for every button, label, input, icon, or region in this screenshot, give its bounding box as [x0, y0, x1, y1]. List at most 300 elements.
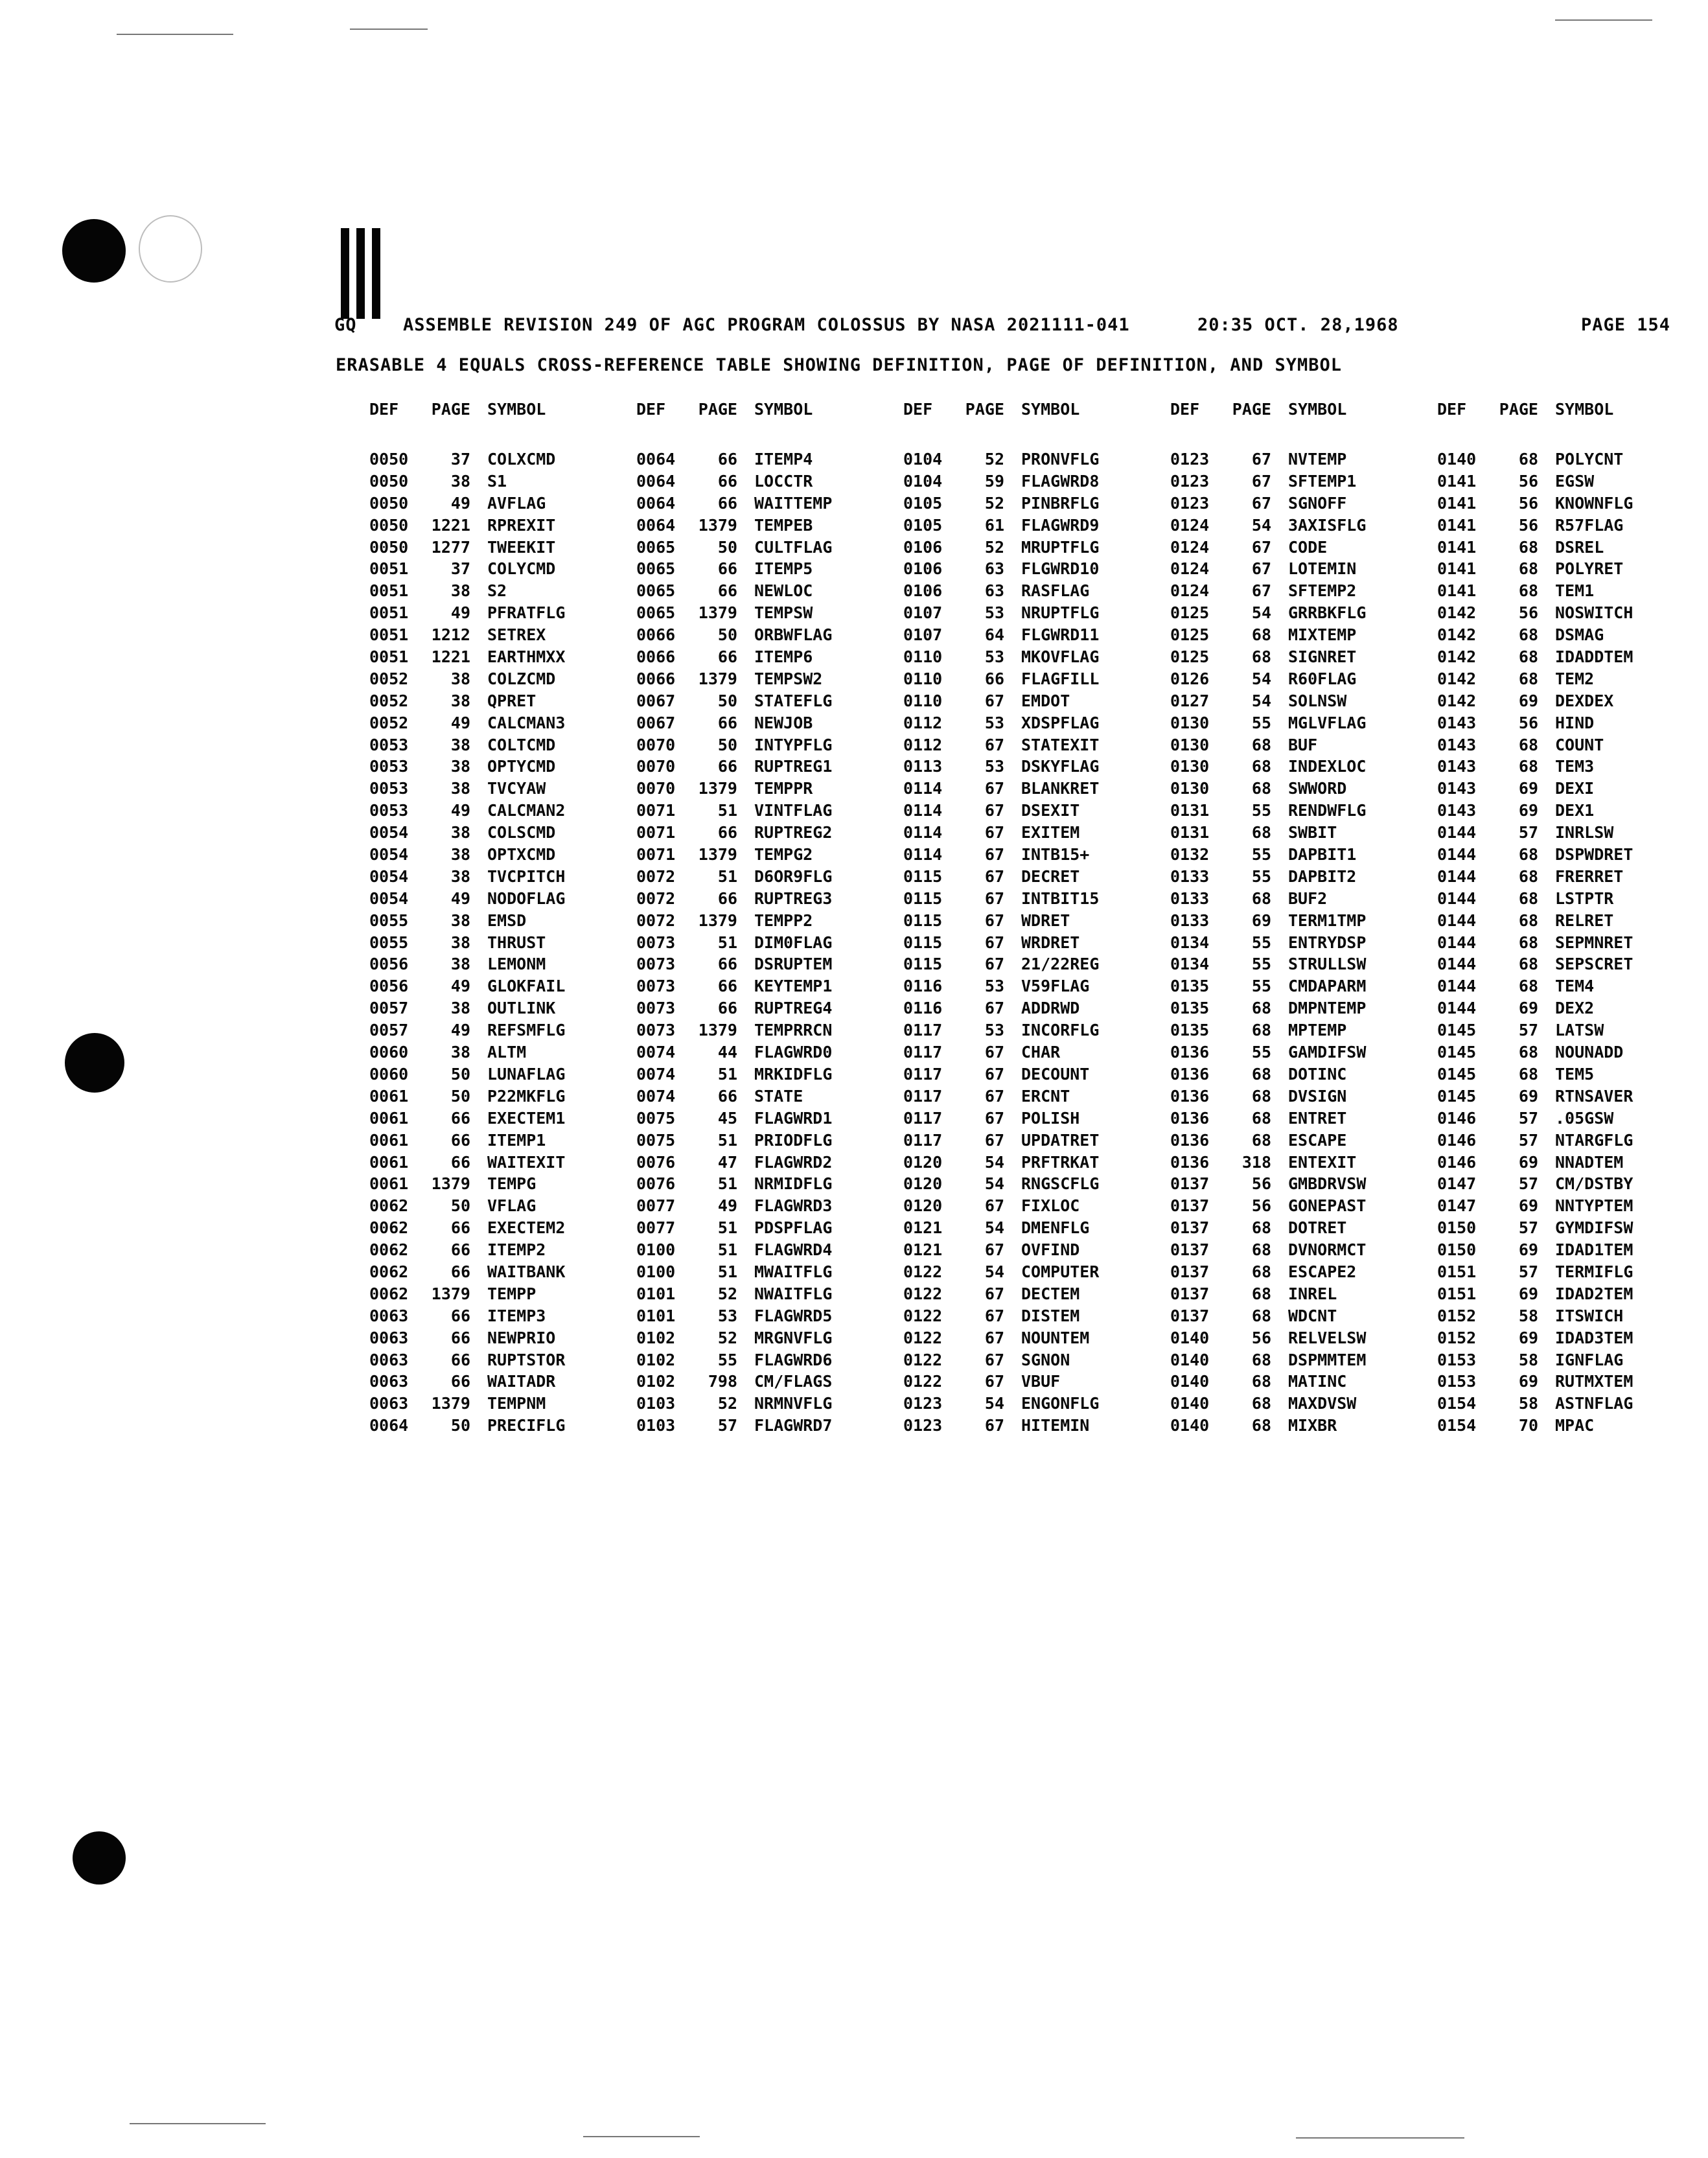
symbol-cell: FLAGWRD0	[754, 1043, 833, 1062]
def-cell: 0071	[636, 801, 676, 820]
def-cell: 0135	[1170, 999, 1210, 1018]
symbol-cell: RNGSCFLG	[1021, 1174, 1100, 1194]
symbol-cell: MPAC	[1555, 1416, 1595, 1435]
def-cell: 0137	[1170, 1218, 1210, 1238]
page-cell: 66	[717, 713, 737, 732]
page-cell: 67	[984, 845, 1004, 864]
page-cell: 67	[984, 779, 1004, 798]
page-cell: 38	[450, 845, 470, 864]
page-cell: 52	[717, 1394, 737, 1413]
page-cell: 58	[1518, 1306, 1538, 1325]
page-cell: 53	[984, 713, 1004, 732]
symbol-cell: R60FLAG	[1288, 669, 1357, 688]
symbol-cell: NWAITFLG	[754, 1284, 833, 1303]
symbol-cell: MGLVFLAG	[1288, 713, 1367, 732]
page-cell: 45	[717, 1108, 737, 1128]
page-cell: 1212	[431, 625, 470, 645]
symbol-cell: ORBWFLAG	[754, 625, 833, 645]
def-cell: 0114	[903, 801, 943, 820]
page-cell: 54	[984, 1174, 1004, 1194]
table-row	[903, 1195, 1162, 1217]
def-cell: 0056	[369, 955, 409, 974]
page-cell: 66	[450, 1218, 470, 1238]
def-cell: 0122	[903, 1262, 943, 1281]
def-cell: 0074	[636, 1064, 676, 1084]
table-row	[369, 844, 629, 866]
page-cell: 66	[450, 1350, 470, 1369]
def-cell: 0137	[1170, 1262, 1210, 1281]
page-cell: 58	[1518, 1394, 1538, 1413]
def-cell: 0144	[1437, 977, 1477, 996]
page-cell: 66	[717, 450, 737, 469]
symbol-cell: SEPSCRET	[1555, 955, 1633, 974]
symbol-cell: WAITADR	[487, 1372, 556, 1391]
def-cell: 0101	[636, 1306, 676, 1325]
page-cell: 50	[717, 537, 737, 557]
def-cell: 0051	[369, 625, 409, 645]
page-cell: 37	[450, 559, 470, 579]
page-cell: 67	[984, 1372, 1004, 1391]
table-row	[1437, 1130, 1696, 1152]
table-row	[903, 1217, 1162, 1239]
column-header-def: DEF	[636, 400, 666, 419]
symbol-cell: RTNSAVER	[1555, 1086, 1633, 1106]
table-row	[1170, 866, 1429, 888]
table-row	[1437, 1283, 1696, 1305]
page-cell: 67	[1251, 537, 1271, 557]
def-cell: 0137	[1170, 1196, 1210, 1216]
symbol-cell: CULTFLAG	[754, 537, 833, 557]
symbol-cell: RUPTREG1	[754, 757, 833, 776]
def-cell: 0107	[903, 625, 943, 645]
def-cell: 0107	[903, 603, 943, 623]
def-cell: 0115	[903, 911, 943, 930]
page-cell: 66	[450, 1240, 470, 1260]
table-row	[636, 624, 895, 646]
page-cell: 69	[1518, 1328, 1538, 1347]
page-cell: 50	[450, 1196, 470, 1216]
def-cell: 0136	[1170, 1043, 1210, 1062]
table-row	[636, 493, 895, 515]
page-cell: 53	[984, 977, 1004, 996]
def-cell: 0050	[369, 471, 409, 491]
def-cell: 0050	[369, 493, 409, 513]
page-cell: 66	[717, 977, 737, 996]
table-row	[636, 602, 895, 624]
def-cell: 0072	[636, 911, 676, 930]
table-row	[903, 448, 1162, 470]
table-row	[1437, 734, 1696, 756]
symbol-cell: COLTCMD	[487, 735, 556, 754]
page-cell: 67	[984, 999, 1004, 1018]
table-row	[369, 822, 629, 844]
table-row	[1170, 1239, 1429, 1261]
page-cell: 68	[1251, 1372, 1271, 1391]
symbol-cell: FLAGWRD5	[754, 1306, 833, 1325]
symbol-cell: NEWJOB	[754, 713, 813, 732]
page-cell: 49	[450, 713, 470, 732]
def-cell: 0077	[636, 1196, 676, 1216]
page-cell: 68	[1251, 999, 1271, 1018]
def-cell: 0051	[369, 603, 409, 623]
symbol-cell: DAPBIT1	[1288, 845, 1357, 864]
symbol-cell: WAITBANK	[487, 1262, 566, 1281]
page-cell: 68	[1251, 1086, 1271, 1106]
def-cell: 0063	[369, 1328, 409, 1347]
column-header-row	[1437, 397, 1696, 448]
symbol-cell: NODOFLAG	[487, 888, 566, 908]
table-row	[1437, 1327, 1696, 1349]
page-cell: 53	[984, 647, 1004, 667]
table-row	[369, 778, 629, 800]
page-cell: 51	[717, 933, 737, 952]
symbol-cell: KNOWNFLG	[1555, 493, 1633, 513]
def-cell: 0120	[903, 1152, 943, 1172]
page-cell: 67	[984, 955, 1004, 974]
def-cell: 0125	[1170, 603, 1210, 623]
def-cell: 0123	[1170, 471, 1210, 491]
def-cell: 0063	[369, 1394, 409, 1413]
def-cell: 0146	[1437, 1130, 1477, 1150]
def-cell: 0150	[1437, 1218, 1477, 1238]
symbol-cell: PRONVFLG	[1021, 450, 1100, 469]
page-cell: 67	[984, 1086, 1004, 1106]
symbol-cell: MRUPTFLG	[1021, 537, 1100, 557]
def-cell: 0117	[903, 1108, 943, 1128]
symbol-cell: MRGNVFLG	[754, 1328, 833, 1347]
symbol-cell: PRFTRKAT	[1021, 1152, 1100, 1172]
def-cell: 0112	[903, 713, 943, 732]
page-cell: 54	[1251, 691, 1271, 710]
def-cell: 0123	[1170, 493, 1210, 513]
symbol-cell: SEPMNRET	[1555, 933, 1633, 952]
page-cell: 56	[1251, 1196, 1271, 1216]
def-cell: 0061	[369, 1152, 409, 1172]
table-row	[1437, 1261, 1696, 1283]
table-row	[1437, 1108, 1696, 1130]
page-cell: 53	[717, 1306, 737, 1325]
page-cell: 66	[717, 999, 737, 1018]
def-cell: 0053	[369, 757, 409, 776]
symbol-cell: R57FLAG	[1555, 515, 1624, 535]
table-row	[636, 712, 895, 734]
symbol-cell: MKOVFLAG	[1021, 647, 1100, 667]
table-row	[636, 1195, 895, 1217]
page-cell: 53	[984, 603, 1004, 623]
table-row	[1170, 646, 1429, 668]
column-header-page: PAGE	[698, 400, 737, 419]
def-cell: 0073	[636, 933, 676, 952]
symbol-cell: ENTRET	[1288, 1108, 1347, 1128]
def-cell: 0137	[1170, 1306, 1210, 1325]
table-row	[1437, 1195, 1696, 1217]
def-cell: 0136	[1170, 1130, 1210, 1150]
def-cell: 0062	[369, 1196, 409, 1216]
table-row	[636, 1019, 895, 1041]
def-cell: 0145	[1437, 1086, 1477, 1106]
symbol-cell: INREL	[1288, 1284, 1337, 1303]
page-cell: 55	[1251, 977, 1271, 996]
table-row	[1437, 800, 1696, 822]
symbol-cell: TEM2	[1555, 669, 1595, 688]
page-cell: 63	[984, 581, 1004, 601]
table-row	[636, 580, 895, 602]
symbol-cell: TEMPP2	[754, 911, 813, 930]
def-cell: 0123	[903, 1394, 943, 1413]
page-cell: 68	[1251, 625, 1271, 645]
def-cell: 0130	[1170, 735, 1210, 754]
symbol-cell: TWEEKIT	[487, 537, 556, 557]
page-cell: 38	[450, 757, 470, 776]
def-cell: 0054	[369, 823, 409, 842]
table-row	[1170, 800, 1429, 822]
page-cell: 1379	[698, 669, 737, 688]
table-row	[369, 558, 629, 580]
page-cell: 59	[984, 471, 1004, 491]
table-row	[369, 1108, 629, 1130]
table-row	[1437, 822, 1696, 844]
page-cell: 67	[984, 1350, 1004, 1369]
table-row	[1170, 1063, 1429, 1085]
symbol-cell: DOTINC	[1288, 1064, 1347, 1084]
page-cell: 68	[1518, 888, 1538, 908]
page-cell: 68	[1518, 537, 1538, 557]
def-cell: 0073	[636, 977, 676, 996]
table-row	[1170, 975, 1429, 997]
symbol-cell: WAITEXIT	[487, 1152, 566, 1172]
symbol-cell: CMDAPARM	[1288, 977, 1367, 996]
page-cell: 53	[984, 757, 1004, 776]
table-row	[369, 756, 629, 778]
header-page-label: PAGE 154	[1581, 315, 1671, 335]
table-row	[1437, 537, 1696, 559]
page-cell: 57	[717, 1416, 737, 1435]
def-cell: 0117	[903, 1130, 943, 1150]
page-cell: 68	[1518, 866, 1538, 886]
table-row	[1170, 493, 1429, 515]
symbol-cell: DISTEM	[1021, 1306, 1080, 1325]
table-row	[1170, 712, 1429, 734]
def-cell: 0100	[636, 1262, 676, 1281]
def-cell: 0051	[369, 647, 409, 667]
table-row	[1437, 1041, 1696, 1063]
page-cell: 68	[1251, 823, 1271, 842]
page-cell: 68	[1518, 1064, 1538, 1084]
page-cell: 68	[1518, 450, 1538, 469]
table-row	[369, 734, 629, 756]
table-row	[903, 1349, 1162, 1371]
def-cell: 0076	[636, 1152, 676, 1172]
symbol-cell: POLYRET	[1555, 559, 1624, 579]
def-cell: 0142	[1437, 625, 1477, 645]
table-row	[903, 910, 1162, 932]
def-cell: 0062	[369, 1218, 409, 1238]
def-cell: 0060	[369, 1043, 409, 1062]
symbol-cell: DEXDEX	[1555, 691, 1614, 710]
table-row	[1170, 756, 1429, 778]
def-cell: 0136	[1170, 1086, 1210, 1106]
def-cell: 0143	[1437, 801, 1477, 820]
def-cell: 0134	[1170, 933, 1210, 952]
symbol-cell: ITEMP5	[754, 559, 813, 579]
page-cell: 1379	[698, 603, 737, 623]
page-cell: 1277	[431, 537, 470, 557]
def-cell: 0137	[1170, 1284, 1210, 1303]
page-cell: 55	[1251, 933, 1271, 952]
table-row	[1437, 866, 1696, 888]
symbol-cell: SFTEMP1	[1288, 471, 1357, 491]
def-cell: 0077	[636, 1218, 676, 1238]
table-row	[636, 1130, 895, 1152]
symbol-cell: DECOUNT	[1021, 1064, 1090, 1084]
def-cell: 0141	[1437, 537, 1477, 557]
page-cell: 38	[450, 735, 470, 754]
symbol-cell: DSMAG	[1555, 625, 1604, 645]
table-row	[903, 932, 1162, 954]
page-cell: 66	[717, 559, 737, 579]
table-row	[903, 888, 1162, 910]
page-cell: 1379	[698, 911, 737, 930]
table-row	[903, 1327, 1162, 1349]
def-cell: 0146	[1437, 1152, 1477, 1172]
def-cell: 0072	[636, 888, 676, 908]
page-cell: 52	[717, 1328, 737, 1347]
table-row	[636, 888, 895, 910]
symbol-cell: DEX2	[1555, 999, 1595, 1018]
def-cell: 0130	[1170, 713, 1210, 732]
symbol-cell: NRMIDFLG	[754, 1174, 833, 1194]
symbol-cell: FLAGWRD2	[754, 1152, 833, 1172]
table-row	[1170, 1152, 1429, 1174]
table-row	[1437, 888, 1696, 910]
table-row	[1170, 1415, 1429, 1437]
table-row	[369, 1349, 629, 1371]
symbol-cell: ENGONFLG	[1021, 1394, 1100, 1413]
table-row	[369, 1085, 629, 1108]
page-cell: 50	[717, 625, 737, 645]
symbol-cell: DSRUPTEM	[754, 955, 833, 974]
table-row	[903, 1173, 1162, 1195]
def-cell: 0050	[369, 450, 409, 469]
symbol-cell: TERM1TMP	[1288, 911, 1367, 930]
symbol-cell: GYMDIFSW	[1555, 1218, 1633, 1238]
table-row	[1437, 690, 1696, 712]
table-row	[1170, 1283, 1429, 1305]
symbol-cell: MIXBR	[1288, 1416, 1337, 1435]
def-cell: 0125	[1170, 647, 1210, 667]
column-header-page: PAGE	[965, 400, 1004, 419]
def-cell: 0061	[369, 1174, 409, 1194]
table-row	[1170, 1085, 1429, 1108]
table-row	[1170, 558, 1429, 580]
table-row	[369, 646, 629, 668]
def-cell: 0145	[1437, 1021, 1477, 1040]
page-cell: 1379	[431, 1284, 470, 1303]
def-cell: 0113	[903, 757, 943, 776]
page-cell: 69	[1518, 801, 1538, 820]
page-cell: 68	[1518, 933, 1538, 952]
page-cell: 66	[717, 823, 737, 842]
header-mark: GQ	[334, 315, 357, 335]
symbol-cell: COUNT	[1555, 735, 1604, 754]
def-cell: 0120	[903, 1196, 943, 1216]
symbol-cell: WDCNT	[1288, 1306, 1337, 1325]
column-header-symbol: SYMBOL	[1288, 400, 1347, 419]
table-column-group	[1437, 397, 1696, 1437]
table-row	[369, 580, 629, 602]
table-row	[636, 997, 895, 1019]
page-cell: 38	[450, 779, 470, 798]
def-cell: 0122	[903, 1350, 943, 1369]
def-cell: 0152	[1437, 1306, 1477, 1325]
def-cell: 0053	[369, 779, 409, 798]
table-row	[1170, 470, 1429, 493]
page-cell: 1379	[698, 515, 737, 535]
page-cell: 66	[717, 493, 737, 513]
table-row	[1170, 1371, 1429, 1393]
symbol-cell: ITEMP4	[754, 450, 813, 469]
table-row	[1170, 932, 1429, 954]
page-cell: 57	[1518, 1174, 1538, 1194]
def-cell: 0154	[1437, 1416, 1477, 1435]
def-cell: 0106	[903, 581, 943, 601]
table-row	[369, 1239, 629, 1261]
table-row	[1437, 1415, 1696, 1437]
symbol-cell: RUPTSTOR	[487, 1350, 566, 1369]
symbol-cell: IDAD3TEM	[1555, 1328, 1633, 1347]
symbol-cell: FLAGWRD1	[754, 1108, 833, 1128]
table-row	[369, 1152, 629, 1174]
def-cell: 0114	[903, 779, 943, 798]
table-row	[369, 866, 629, 888]
def-cell: 0122	[903, 1372, 943, 1391]
page-cell: 66	[450, 1152, 470, 1172]
table-row	[903, 1108, 1162, 1130]
table-row	[1170, 580, 1429, 602]
def-cell: 0064	[636, 515, 676, 535]
def-cell: 0151	[1437, 1284, 1477, 1303]
column-header-page: PAGE	[1232, 400, 1271, 419]
table-row	[1170, 1349, 1429, 1371]
page-cell: 38	[450, 866, 470, 886]
page-cell: 68	[1518, 735, 1538, 754]
symbol-cell: NOUNTEM	[1021, 1328, 1090, 1347]
page-cell: 61	[984, 515, 1004, 535]
page-cell: 1379	[431, 1394, 470, 1413]
page-cell: 67	[984, 823, 1004, 842]
symbol-cell: ITSWICH	[1555, 1306, 1624, 1325]
def-cell: 0141	[1437, 493, 1477, 513]
def-cell: 0145	[1437, 1043, 1477, 1062]
page-cell: 67	[984, 1306, 1004, 1325]
table-row	[369, 1195, 629, 1217]
symbol-cell: INRLSW	[1555, 823, 1614, 842]
symbol-cell: SIGNRET	[1288, 647, 1357, 667]
symbol-cell: AVFLAG	[487, 493, 546, 513]
table-row	[903, 515, 1162, 537]
table-row	[903, 1041, 1162, 1063]
def-cell: 0073	[636, 955, 676, 974]
page-cell: 49	[450, 888, 470, 908]
symbol-cell: TEMPG2	[754, 845, 813, 864]
page-header	[0, 310, 1708, 342]
table-row	[636, 690, 895, 712]
table-row	[369, 470, 629, 493]
symbol-cell: INDEXLOC	[1288, 757, 1367, 776]
table-row	[636, 1041, 895, 1063]
def-cell: 0124	[1170, 515, 1210, 535]
def-cell: 0115	[903, 955, 943, 974]
